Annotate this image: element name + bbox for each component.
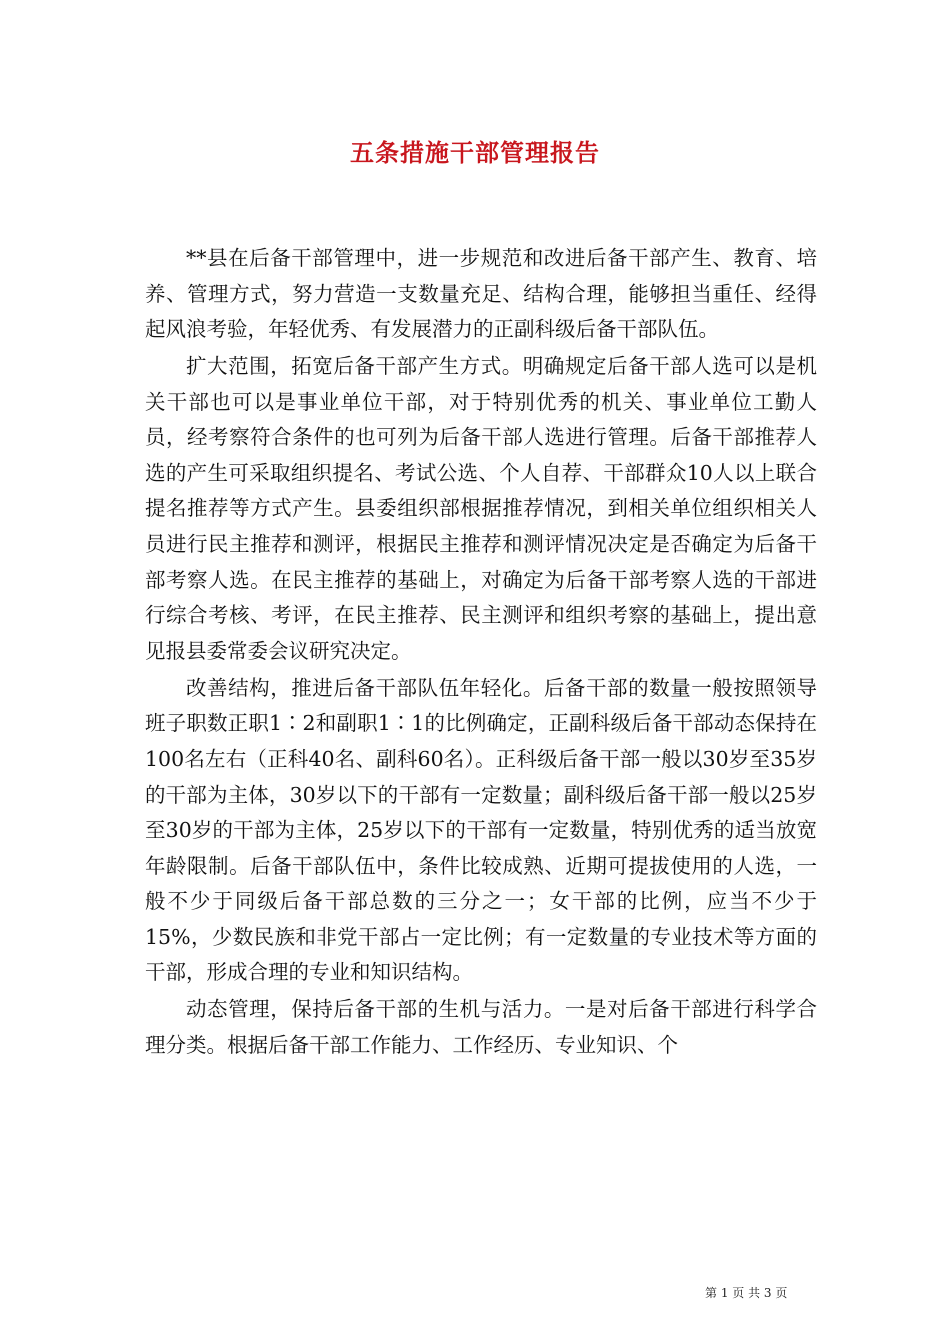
- paragraph-improve-structure: 改善结构，推进后备干部队伍年轻化。后备干部的数量一般按照领导班子职数正职1∶2和副职1∶1的比例确定，正副科级后备干部动态保持在100名左右（正科40名、副科60名）。正科级后备干部一般以30岁至35岁的干部为主体，30岁以下的干部有一定数量；副科级后备干部一般以25岁至30岁的干部为主体，25岁以下的干部有一定数量，特别优秀的适当放宽年龄限制。后备干部队伍中，条件比较成熟、近期可提拔使用的人选，一般不少于同级后备干部总数的三分之一；女干部的比例，应当不少于15%，少数民族和非党干部占一定比例；有一定数量的专业技术等方面的干部，形成合理的专业和知识结构。: [145, 675, 817, 985]
- document-body: [145, 241, 817, 1064]
- document-title: 五条措施干部管理报告: [350, 138, 600, 167]
- paragraph-dynamic-management: 动态管理，保持后备干部的生机与活力。一是对后备干部进行科学合理分类。根据后备干部工作能力、工作经历、专业知识、个: [145, 997, 817, 1057]
- paragraph-intro: **县在后备干部管理中，进一步规范和改进后备干部产生、教育、培养、管理方式，努力营造一支数量充足、结构合理，能够担当重任、经得起风浪考验，年轻优秀、有发展潜力的正副科级后备干部队伍。: [145, 246, 817, 342]
- paragraph-expand-scope: 扩大范围，拓宽后备干部产生方式。明确规定后备干部人选可以是机关干部也可以是事业单位干部，对于特别优秀的机关、事业单位工勤人员，经考察符合条件的也可列为后备干部人选进行管理。后备干部推荐人选的产生可采取组织提名、考试公选、个人自荐、干部群众10人以上联合提名推荐等方式产生。县委组织部根据推荐情况，到相关单位组织相关人员进行民主推荐和测评，根据民主推荐和测评情况决定是否确定为后备干部考察人选。在民主推荐的基础上，对确定为后备干部考察人选的干部进行综合考核、考评，在民主推荐、民主测评和组织考察的基础上，提出意见报县委常委会议研究决定。: [145, 354, 817, 663]
- page-number-footer: 第 1 页 共 3 页: [705, 1286, 788, 1300]
